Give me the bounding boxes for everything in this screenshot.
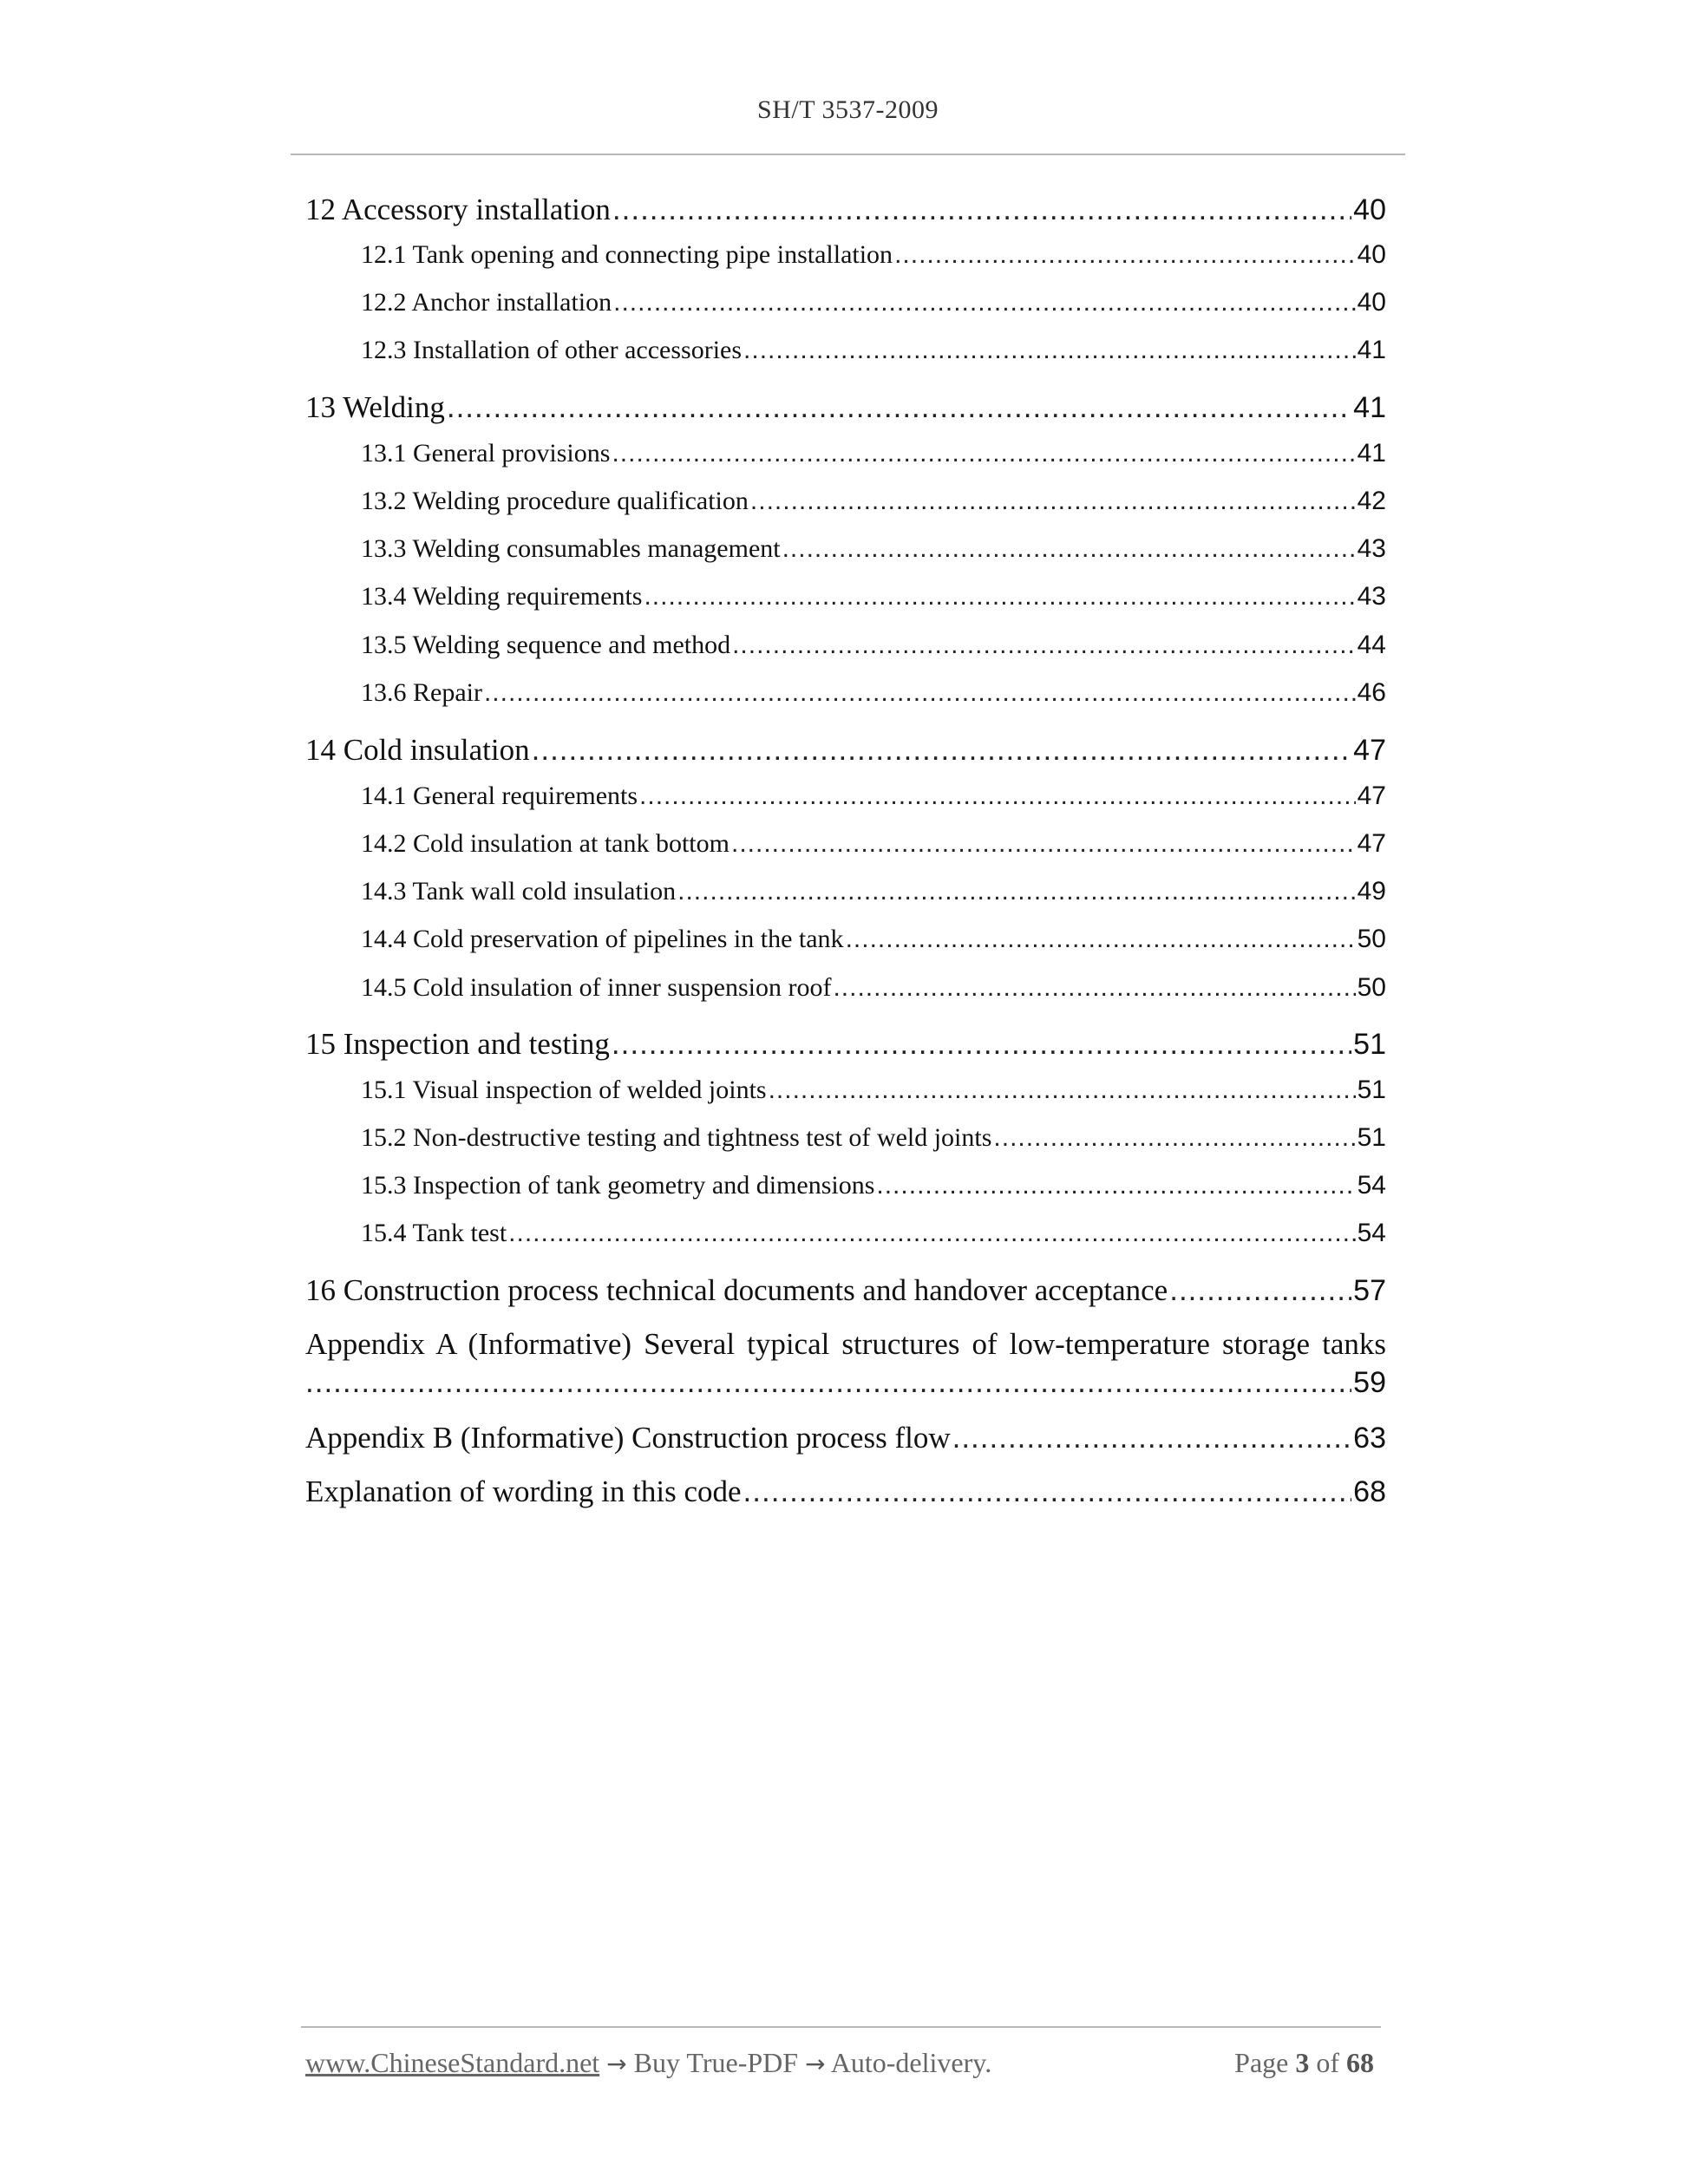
toc-entry-title: Appendix B (Informative) Construction process flow xyxy=(305,1421,951,1455)
toc-entry-title: 13.6 Repair xyxy=(361,678,482,707)
arrow-right-icon: → xyxy=(805,2050,826,2078)
toc-entry-page: 59 xyxy=(1353,1366,1386,1399)
toc-entry[interactable] xyxy=(305,925,1386,954)
toc-entry[interactable] xyxy=(305,877,1386,906)
toc-leader-dots xyxy=(894,240,1356,270)
toc-entry[interactable] xyxy=(305,1219,1386,1248)
toc-entry-title: 14.3 Tank wall cold insulation xyxy=(361,877,677,906)
toc-leader-dots xyxy=(732,631,1356,660)
toc-leader-dots xyxy=(613,288,1355,317)
toc-entry-page: 57 xyxy=(1353,1274,1386,1307)
toc-entry-page: 51 xyxy=(1357,1076,1386,1104)
toc-entry-page: 43 xyxy=(1357,534,1386,563)
toc-leader-dots xyxy=(644,582,1355,611)
toc-entry-title: 14.5 Cold insulation of inner suspension roof xyxy=(361,973,832,1002)
toc-entry-page: 47 xyxy=(1357,829,1386,858)
toc-entry-page: 47 xyxy=(1357,781,1386,810)
toc-leader-dots xyxy=(731,829,1356,859)
toc-leader-dots xyxy=(750,487,1356,516)
page-current: 3 xyxy=(1295,2047,1310,2078)
toc-leader-dots xyxy=(612,193,1351,227)
toc-leader-dots xyxy=(484,678,1356,708)
toc-leader-dots xyxy=(1169,1273,1351,1308)
toc-entry-title: 12.2 Anchor installation xyxy=(361,288,612,317)
toc-entry-title: 14.1 General requirements xyxy=(361,781,638,810)
toc-entry[interactable] xyxy=(305,733,1386,768)
toc-leader-dots xyxy=(769,1076,1356,1105)
toc-entry-page: 41 xyxy=(1353,391,1386,424)
toc-leader-dots xyxy=(846,925,1356,954)
toc-entry-title: 12 Accessory installation xyxy=(305,193,611,226)
toc-entry-page: 50 xyxy=(1357,925,1386,953)
toc-entry-title: 13.5 Welding sequence and method xyxy=(361,631,731,659)
toc-entry-page: 54 xyxy=(1357,1171,1386,1200)
toc-entry-page: 42 xyxy=(1357,487,1386,515)
toc-leader-dots xyxy=(743,336,1356,365)
toc-entry-title: 12.1 Tank opening and connecting pipe installation xyxy=(361,240,893,269)
page-total: 68 xyxy=(1346,2047,1374,2078)
toc-entry[interactable] xyxy=(305,1027,1386,1062)
toc-entry-page: 47 xyxy=(1353,734,1386,767)
toc-entry[interactable] xyxy=(305,439,1386,468)
toc-leader-dots xyxy=(876,1171,1355,1200)
toc-entry[interactable] xyxy=(305,240,1386,270)
toc-entry[interactable] xyxy=(305,487,1386,516)
toc-entry-page: 46 xyxy=(1357,678,1386,707)
toc-entry-page: 40 xyxy=(1357,240,1386,269)
toc-leader-dots xyxy=(952,1421,1352,1455)
header-divider xyxy=(291,154,1405,155)
toc-entry[interactable] xyxy=(305,829,1386,859)
toc-entry[interactable] xyxy=(305,390,1386,425)
toc-entry-title: 16 Construction process technical documents and handover acceptance xyxy=(305,1273,1168,1307)
toc-entry[interactable] xyxy=(305,1327,1386,1400)
footer-divider xyxy=(301,2026,1381,2028)
delivery-text: Auto-delivery. xyxy=(830,2047,992,2078)
toc-entry-title: 13.3 Welding consumables management xyxy=(361,534,781,563)
page-of: of xyxy=(1316,2047,1339,2078)
toc-leader-dots xyxy=(833,973,1355,1003)
toc-entry-title: 13.2 Welding procedure qualification xyxy=(361,487,749,515)
toc-leader-dots xyxy=(782,534,1356,564)
toc-entry[interactable] xyxy=(305,1475,1386,1509)
toc-entry[interactable] xyxy=(305,1076,1386,1105)
toc-entry[interactable] xyxy=(305,1123,1386,1153)
toc-entry-title: 13.4 Welding requirements xyxy=(361,582,643,611)
toc-entry-title: Appendix A (Informative) Several typical structures of low-temperature storage tanks xyxy=(305,1327,1386,1361)
toc-entry[interactable] xyxy=(305,193,1386,227)
toc-leader-dots xyxy=(993,1123,1355,1153)
toc-entry-page: 41 xyxy=(1357,439,1386,468)
toc-leader-dots xyxy=(743,1475,1352,1509)
toc-leader-dots xyxy=(677,877,1355,906)
buy-text: Buy True-PDF xyxy=(633,2047,799,2078)
toc-entry[interactable] xyxy=(305,678,1386,708)
page-header: SH/T 3537-2009 xyxy=(757,95,939,124)
toc-entry-page: 68 xyxy=(1353,1475,1386,1508)
toc-leader-dots xyxy=(639,781,1356,811)
toc-leader-dots xyxy=(612,439,1355,468)
toc-entry[interactable] xyxy=(305,1171,1386,1200)
toc-entry-title: 14 Cold insulation xyxy=(305,733,530,767)
toc-entry[interactable] xyxy=(305,973,1386,1003)
toc-entry-page: 54 xyxy=(1357,1219,1386,1247)
toc-entry[interactable] xyxy=(305,781,1386,811)
toc-entry-page: 49 xyxy=(1357,877,1386,906)
toc-entry-title: 15.2 Non-destructive testing and tightness test of weld joints xyxy=(361,1123,992,1152)
toc-entry-title: 13.1 General provisions xyxy=(361,439,611,468)
page-label: Page xyxy=(1234,2047,1289,2078)
toc-entry-page: 41 xyxy=(1357,336,1386,364)
toc-leader-dots xyxy=(508,1219,1355,1248)
toc-entry[interactable] xyxy=(305,534,1386,564)
toc-entry[interactable] xyxy=(305,288,1386,317)
toc-entry-title: 15.3 Inspection of tank geometry and dimensions xyxy=(361,1171,875,1200)
toc-entry-title: 12.3 Installation of other accessories xyxy=(361,336,743,364)
toc-entry-title: 13 Welding xyxy=(305,390,445,424)
page-number xyxy=(1234,2047,1374,2079)
toc-entry-page: 51 xyxy=(1357,1123,1386,1152)
toc-entry-page: 40 xyxy=(1353,193,1386,226)
website-link[interactable]: www.ChineseStandard.net xyxy=(305,2047,600,2078)
toc-entry-page: 63 xyxy=(1353,1422,1386,1455)
toc-entry-page: 50 xyxy=(1357,973,1386,1002)
toc-leader-dots xyxy=(305,1365,1351,1400)
toc-entry[interactable] xyxy=(305,336,1386,365)
toc-entry-page: 51 xyxy=(1353,1028,1386,1061)
toc-entry-title: 15.1 Visual inspection of welded joints xyxy=(361,1076,767,1104)
toc-entry[interactable] xyxy=(305,631,1386,660)
toc-entry[interactable] xyxy=(305,582,1386,611)
toc-entry[interactable] xyxy=(305,1421,1386,1455)
toc-leader-dots xyxy=(532,733,1352,768)
toc-leader-dots xyxy=(612,1027,1351,1062)
toc-entry[interactable] xyxy=(305,1273,1386,1308)
toc-entry-title: Explanation of wording in this code xyxy=(305,1475,742,1508)
toc-entry-title: 15 Inspection and testing xyxy=(305,1027,610,1061)
arrow-right-icon: → xyxy=(606,2050,627,2078)
toc-entry-page: 44 xyxy=(1357,631,1386,659)
toc-entry-page: 43 xyxy=(1357,582,1386,611)
footer-left xyxy=(305,2047,991,2079)
toc-entry-title: 14.2 Cold insulation at tank bottom xyxy=(361,829,730,858)
toc-entry-page: 40 xyxy=(1357,288,1386,317)
toc-leader-dots xyxy=(447,390,1351,425)
toc-entry-title: 15.4 Tank test xyxy=(361,1219,507,1247)
toc-entry-title: 14.4 Cold preservation of pipelines in the tank xyxy=(361,925,844,953)
